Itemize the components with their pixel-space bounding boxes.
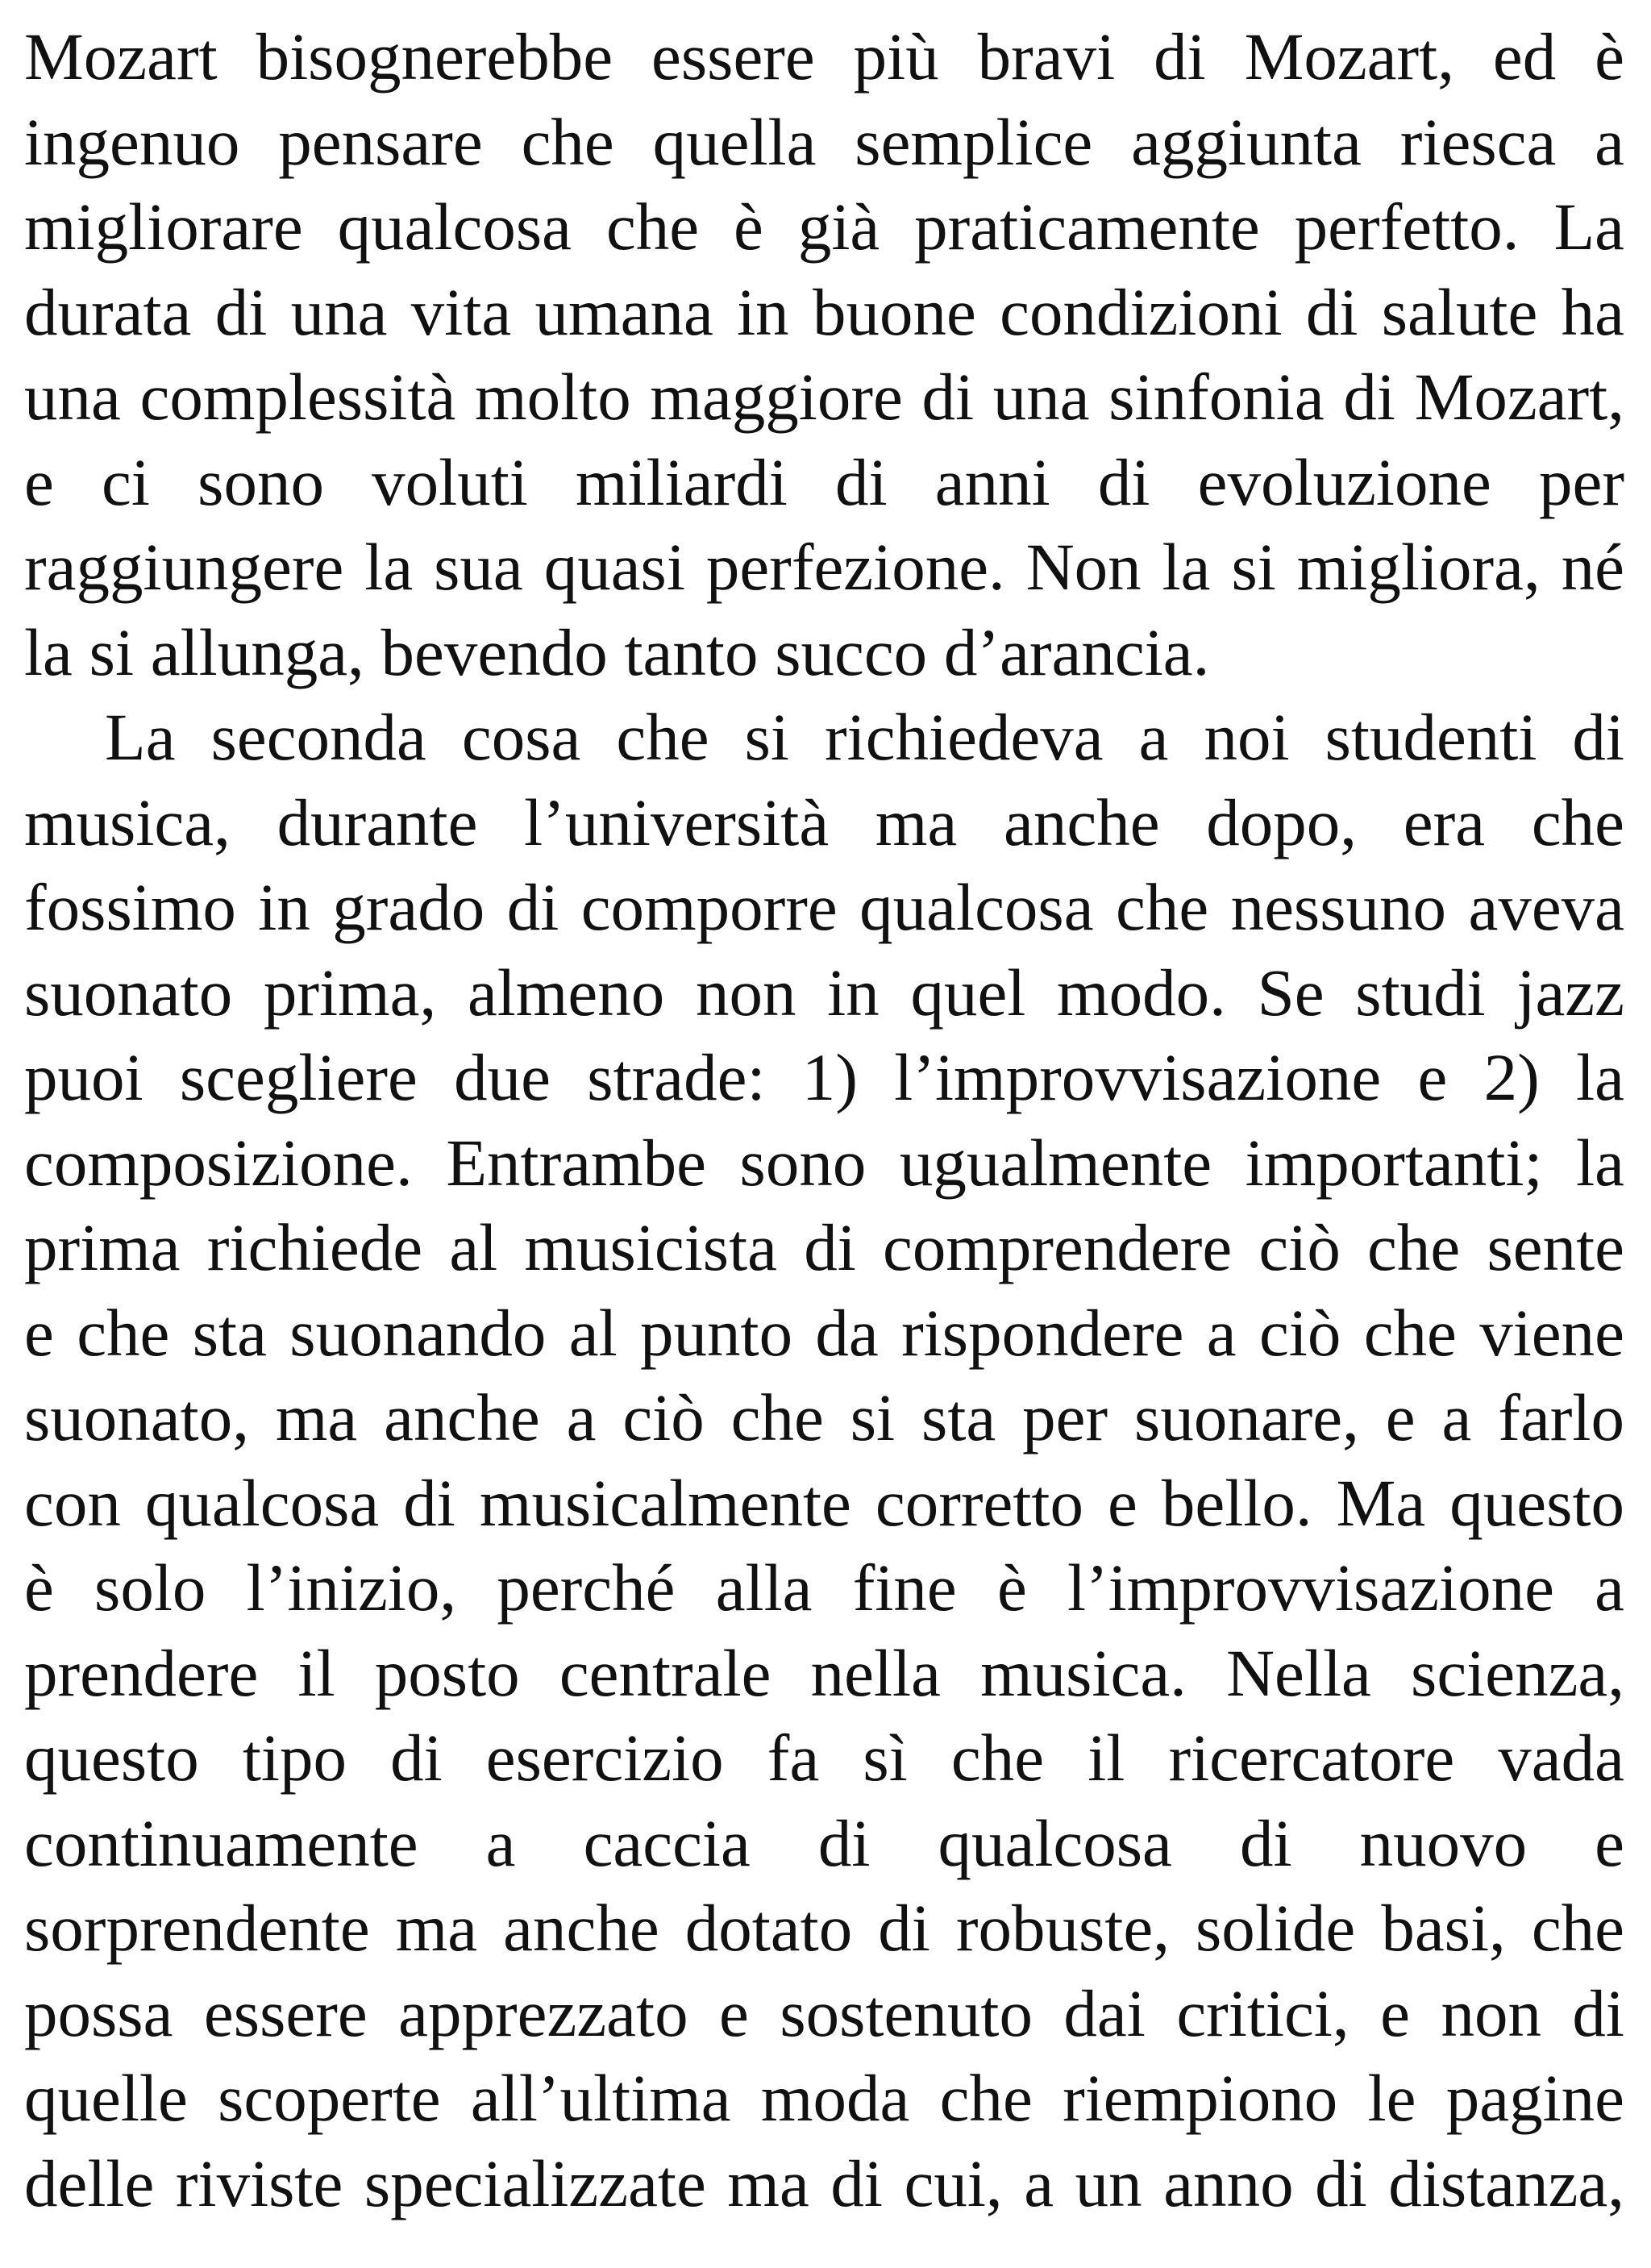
text-line: Mozart bisognerebbe essere più bravi di Mozart, ed è [24, 19, 1624, 94]
text-line: sorprendente ma anche dotato di robuste, solide basi, che [24, 1891, 1624, 1965]
text-line: delle riviste specializzate ma di cui, a un anno di distanza, [24, 2145, 1624, 2220]
paragraph-1 [24, 15, 1624, 695]
text-line: raggiungere la sua quasi perfezione. Non la si migliora, né [24, 530, 1624, 604]
text-line: la si allunga, bevendo tanto succo d’arancia. [24, 614, 1210, 689]
text-line: e ci sono voluti miliardi di anni di evoluzione per [24, 444, 1624, 519]
text-line: durata di una vita umana in buone condizioni di salute ha [24, 274, 1624, 349]
text-line: fossimo in grado di comporre qualcosa che nessuno aveva [24, 870, 1624, 944]
text-line: suonato, ma anche a ciò che si sta per suonare, e a farlo [24, 1380, 1624, 1454]
text-line: quelle scoperte all’ultima moda che riempiono le pagine [24, 2061, 1624, 2135]
text-line: possa essere apprezzato e sostenuto dai critici, e non di [24, 1975, 1624, 2050]
text-line: questo tipo di esercizio fa sì che il ricercatore vada [24, 1721, 1624, 1795]
text-line: prima richiede al musicista di comprendere ciò che sente [24, 1210, 1624, 1284]
text-line: ingenuo pensare che quella semplice aggiunta riesca a [24, 104, 1624, 179]
text-line: con qualcosa di musicalmente corretto e bello. Ma questo [24, 1465, 1624, 1540]
text-line: è solo l’inizio, perché alla fine è l’improvvisazione a [24, 1550, 1624, 1625]
document-page [24, 15, 1624, 2226]
text-line: suonato prima, almeno non in quel modo. Se studi jazz [24, 955, 1624, 1030]
text-line: una complessità molto maggiore di una sinfonia di Mozart, [24, 360, 1624, 434]
text-line: e che sta suonando al punto da rispondere a ciò che viene [24, 1295, 1624, 1370]
text-line: musica, durante l’università ma anche dopo, era che [24, 784, 1624, 859]
text-line: puoi scegliere due strade: 1) l’improvvisazione e 2) la [24, 1040, 1624, 1114]
text-line: prendere il posto centrale nella musica. Nella scienza, [24, 1635, 1624, 1710]
text-line: continuamente a caccia di qualcosa di nuovo e [24, 1805, 1624, 1880]
paragraph-2 [24, 695, 1624, 2226]
text-line: composizione. Entrambe sono ugualmente importanti; la [24, 1125, 1624, 1200]
text-line: La seconda cosa che si richiedeva a noi studenti di [105, 700, 1624, 774]
text-line: migliorare qualcosa che è già praticamente perfetto. La [24, 189, 1624, 264]
